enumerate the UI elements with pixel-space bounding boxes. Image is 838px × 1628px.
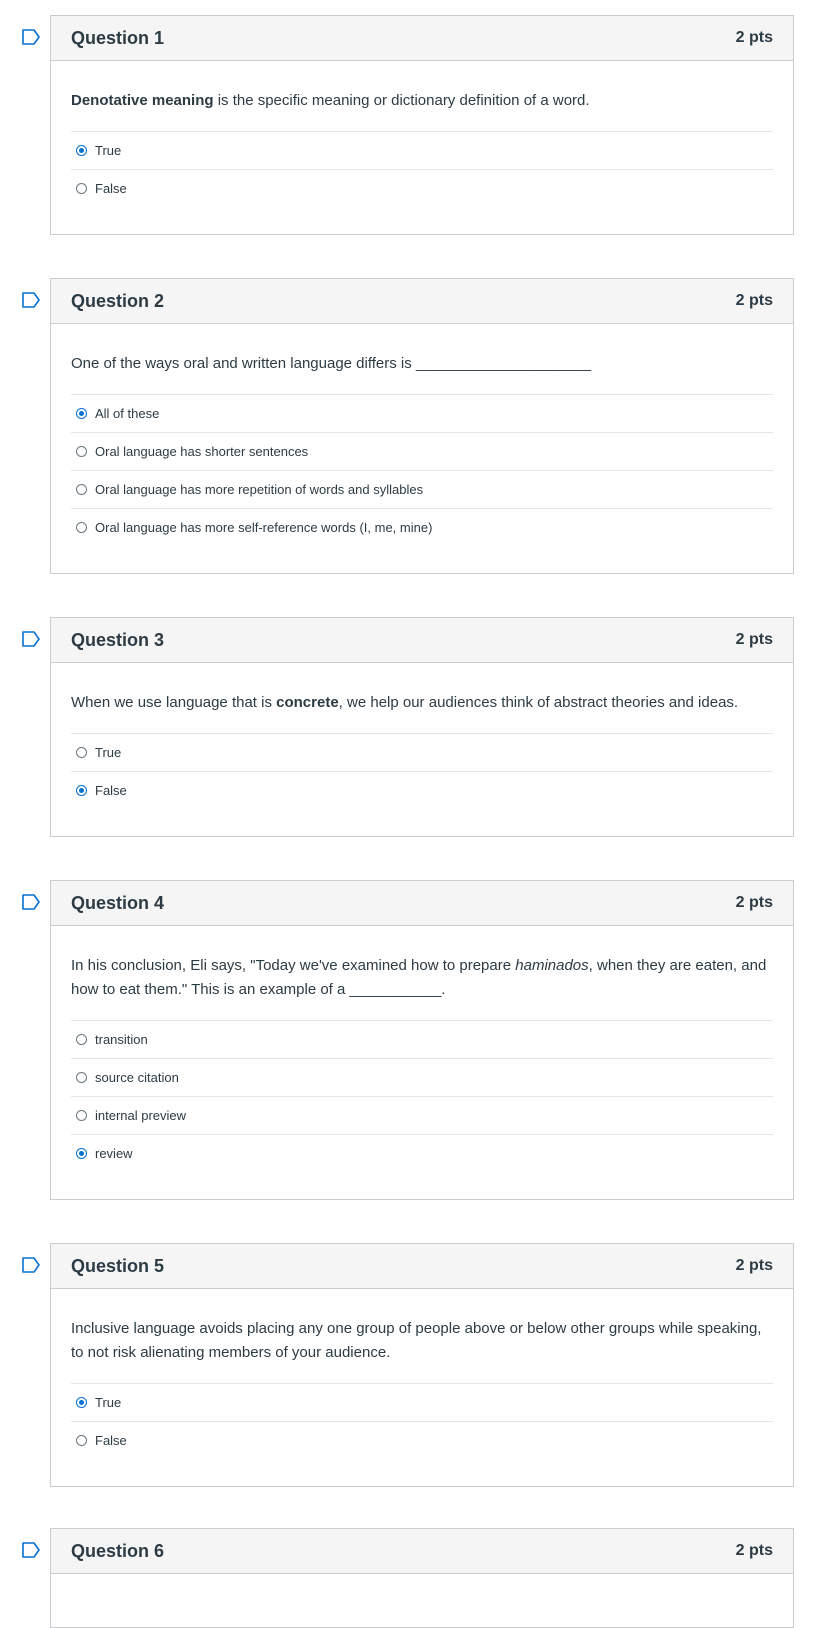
flag-question-icon[interactable]	[22, 631, 40, 647]
answer-option[interactable]	[71, 170, 773, 207]
radio-selected-icon[interactable]	[76, 1397, 87, 1408]
radio-unselected-icon[interactable]	[76, 183, 87, 194]
answer-list	[71, 1383, 773, 1459]
answer-label: transition	[95, 1032, 148, 1047]
question-header	[51, 279, 793, 324]
question-title: Question 1	[71, 27, 165, 48]
radio-unselected-icon[interactable]	[76, 484, 87, 495]
answer-label: Oral language has more self-reference words (I, me, mine)	[95, 520, 433, 535]
radio-selected-icon[interactable]	[76, 1148, 87, 1159]
answer-list	[71, 733, 773, 809]
answer-label: Oral language has shorter sentences	[95, 444, 309, 459]
question-header	[51, 16, 793, 61]
question-text-segment: haminados	[515, 957, 589, 974]
answer-label: True	[95, 745, 122, 760]
answer-option[interactable]	[71, 132, 773, 170]
radio-selected-icon[interactable]	[76, 145, 87, 156]
question-points: 2 pts	[735, 1257, 773, 1274]
question-title: Question 6	[71, 1540, 165, 1561]
flag-question-icon[interactable]	[22, 292, 40, 308]
answer-option[interactable]	[71, 433, 773, 471]
answer-label: False	[95, 1433, 127, 1448]
question-card	[50, 1528, 794, 1628]
answer-option[interactable]	[71, 1021, 773, 1059]
radio-unselected-icon[interactable]	[76, 1034, 87, 1045]
answer-list	[71, 1020, 773, 1172]
question-body	[51, 663, 793, 827]
answer-option[interactable]	[71, 509, 773, 546]
question-text	[71, 352, 773, 376]
answer-option[interactable]	[71, 1135, 773, 1172]
answer-option[interactable]	[71, 772, 773, 809]
radio-unselected-icon[interactable]	[76, 522, 87, 533]
question-points: 2 pts	[735, 1542, 773, 1559]
answer-option[interactable]	[71, 395, 773, 433]
question-header	[51, 1244, 793, 1289]
answer-label: review	[95, 1146, 133, 1161]
radio-unselected-icon[interactable]	[76, 1435, 87, 1446]
radio-selected-icon[interactable]	[76, 408, 87, 419]
question-text-segment: is the specific meaning or dictionary definition of a word.	[213, 92, 590, 109]
question-title: Question 4	[71, 892, 165, 913]
question-points: 2 pts	[735, 292, 773, 309]
question-title: Question 2	[71, 290, 165, 311]
answer-label: True	[95, 143, 122, 158]
question-header	[51, 1529, 793, 1574]
question-text	[71, 954, 773, 1002]
question-points: 2 pts	[735, 631, 773, 648]
question-header	[51, 881, 793, 926]
answer-label: internal preview	[95, 1108, 187, 1123]
question-text	[71, 1317, 773, 1365]
question-card	[50, 15, 794, 235]
question-body	[51, 1289, 793, 1477]
answer-label: All of these	[95, 406, 160, 421]
answer-label: source citation	[95, 1070, 179, 1085]
answer-option[interactable]	[71, 734, 773, 772]
question-title: Question 3	[71, 629, 165, 650]
flag-question-icon[interactable]	[22, 1257, 40, 1273]
answer-option[interactable]	[71, 1384, 773, 1422]
question-text-segment: concrete	[276, 694, 339, 711]
radio-unselected-icon[interactable]	[76, 747, 87, 758]
radio-selected-icon[interactable]	[76, 785, 87, 796]
question-body	[51, 61, 793, 225]
question-text-segment: Denotative meaning	[71, 92, 214, 109]
question-text	[71, 691, 773, 715]
answer-option[interactable]	[71, 1059, 773, 1097]
answer-option[interactable]	[71, 1422, 773, 1459]
question-text-segment: , when they are eaten, and how to eat them." This is an example of a ___________.	[71, 957, 767, 998]
question-title: Question 5	[71, 1255, 165, 1276]
flag-question-icon[interactable]	[22, 29, 40, 45]
answer-label: False	[95, 181, 127, 196]
answer-option[interactable]	[71, 471, 773, 509]
question-card	[50, 278, 794, 574]
answer-label: False	[95, 783, 127, 798]
flag-question-icon[interactable]	[22, 1542, 40, 1558]
answer-label: Oral language has more repetition of words and syllables	[95, 482, 424, 497]
answer-list	[71, 394, 773, 546]
radio-unselected-icon[interactable]	[76, 1110, 87, 1121]
question-body	[51, 324, 793, 564]
question-body	[51, 926, 793, 1190]
question-points: 2 pts	[735, 894, 773, 911]
question-text-segment: In his conclusion, Eli says, "Today we've examined how to prepare	[71, 957, 516, 974]
question-text-segment: When we use language that is	[71, 694, 277, 711]
question-text	[71, 89, 773, 113]
question-text-segment: One of the ways oral and written language differs is _____________________	[71, 355, 592, 372]
question-text-segment: , we help our audiences think of abstract theories and ideas.	[338, 694, 739, 711]
radio-unselected-icon[interactable]	[76, 446, 87, 457]
question-card	[50, 1243, 794, 1487]
answer-option[interactable]	[71, 1097, 773, 1135]
answer-list	[71, 131, 773, 207]
question-text-segment: Inclusive language avoids placing any one group of people above or below other groups while speaking, to not risk alienating members of your audience.	[71, 1320, 762, 1361]
flag-question-icon[interactable]	[22, 894, 40, 910]
question-card	[50, 880, 794, 1200]
answer-label: True	[95, 1395, 122, 1410]
question-card	[50, 617, 794, 837]
question-header	[51, 618, 793, 663]
radio-unselected-icon[interactable]	[76, 1072, 87, 1083]
question-points: 2 pts	[735, 29, 773, 46]
